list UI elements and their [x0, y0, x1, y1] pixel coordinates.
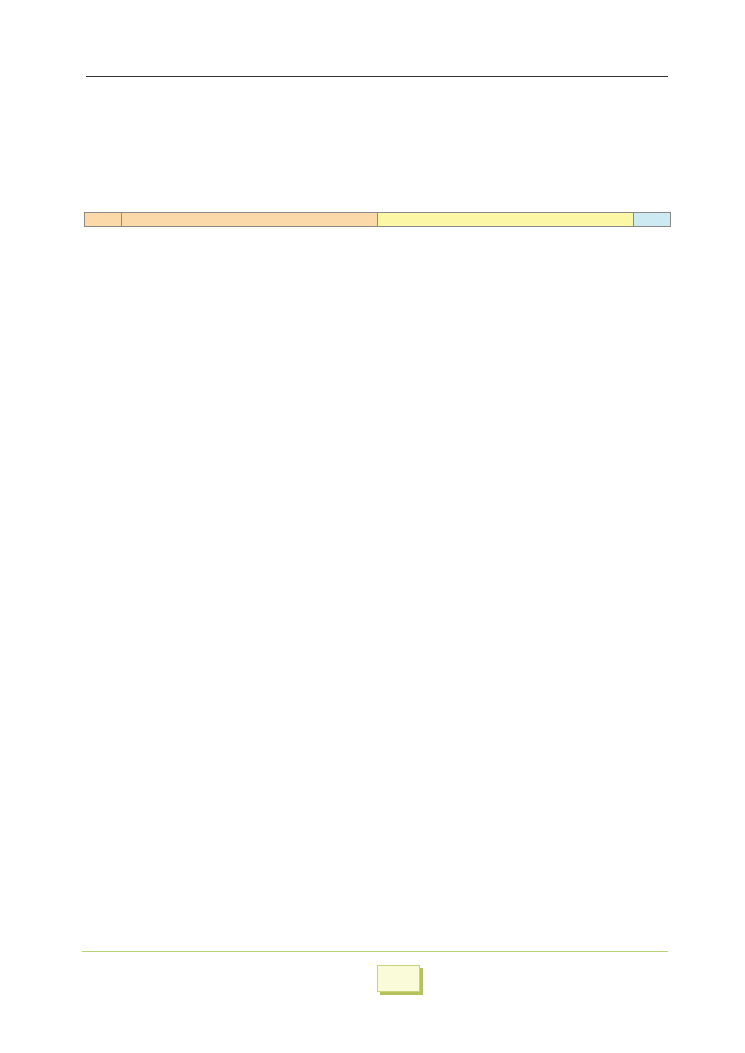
output-group-header — [377, 213, 633, 227]
page-number — [377, 965, 420, 992]
cop-group-spacer — [634, 213, 671, 227]
header-rule — [86, 76, 668, 77]
group-header-spacer — [85, 213, 122, 227]
results-table — [84, 212, 671, 227]
footer-rule — [82, 951, 668, 952]
table-body — [85, 213, 671, 227]
input-group-header — [121, 213, 377, 227]
group-header-row — [85, 213, 671, 227]
